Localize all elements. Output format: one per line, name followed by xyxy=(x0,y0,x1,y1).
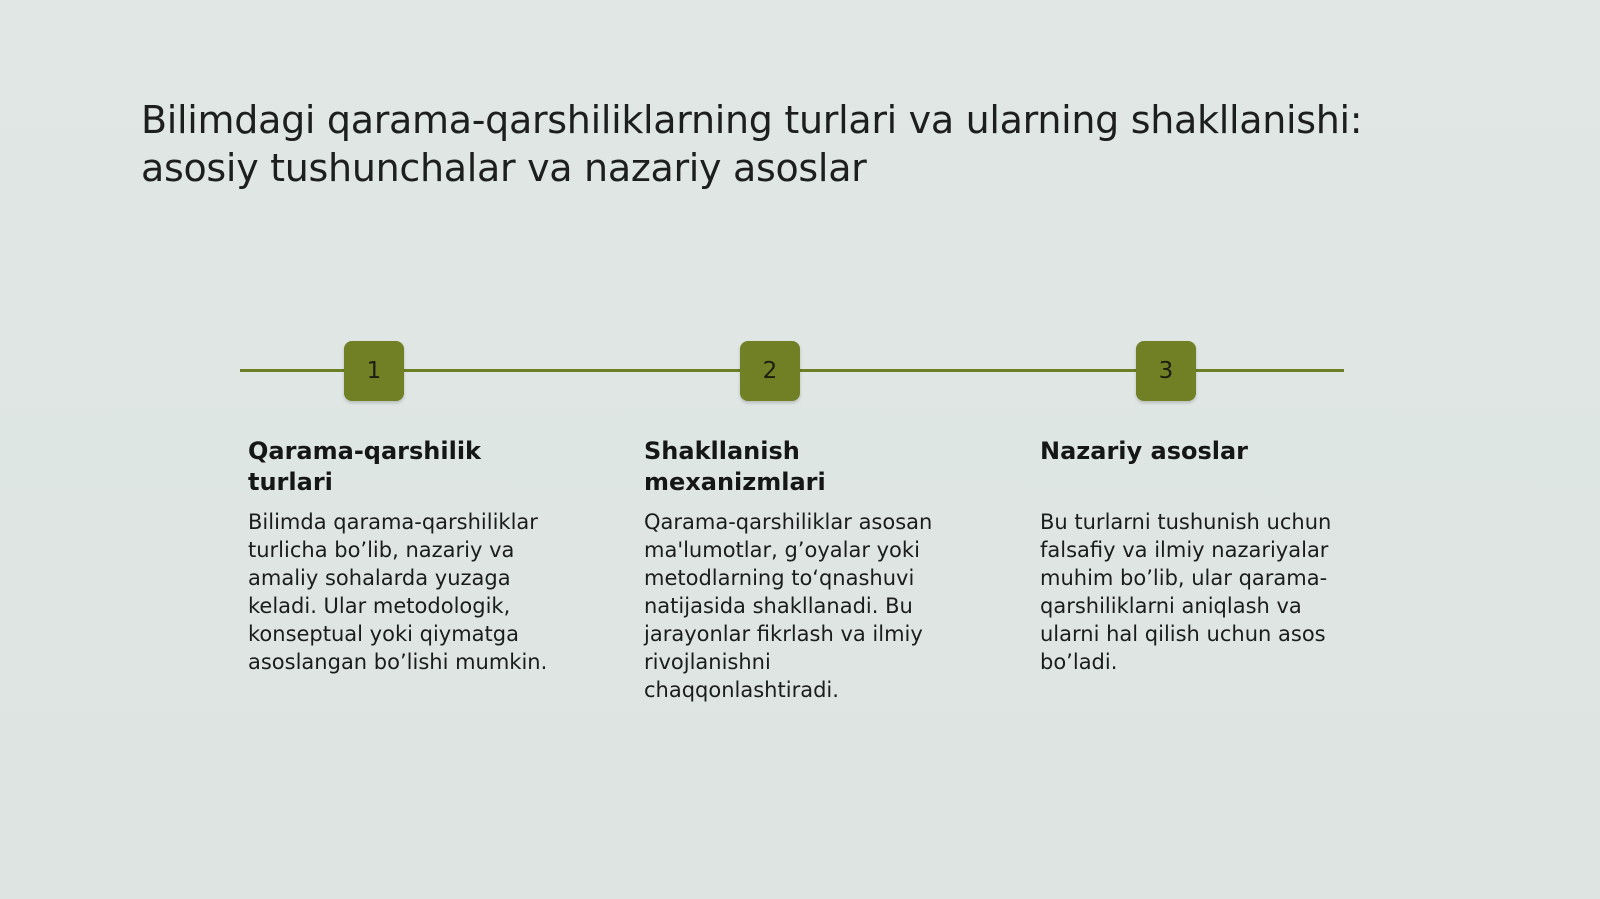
step-1-body: Bilimda qarama-qarshiliklar turlicha bo’lib, nazariy va amaliy sohalarda yuzaga keladi. Ular metodologik, konseptual yoki qiymatga asoslangan bo’lishi mumkin. xyxy=(248,510,548,674)
step-2-body: Qarama-qarshiliklar asosan ma'lumotlar, g’oyalar yoki metodlarning to‘qnashuvi natijasida shakllanadi. Bu jarayonlar fikrlash va ilmiy rivojlanishni chaqqonlashtiradi. xyxy=(644,510,933,702)
step-3-column xyxy=(1040,436,1360,676)
step-3-body: Bu turlarni tushunish uchun falsafiy va ilmiy nazariyalar muhim bo’lib, ular qarama-qarshiliklarni aniqlash va ularni hal qilish uchun asos bo’ladi. xyxy=(1040,510,1332,674)
step-3-heading: Nazariy asoslar xyxy=(1040,437,1249,465)
step-2-heading: Shakllanish mexanizmlari xyxy=(644,437,826,496)
step-1-heading: Qarama-qarshilik turlari xyxy=(248,437,482,496)
step-2-column xyxy=(644,436,964,704)
step-3-badge: 3 xyxy=(1136,341,1196,401)
step-1-badge: 1 xyxy=(344,341,404,401)
slide-title: Bilimdagi qarama-qarshiliklarning turlari va ularning shakllanishi: asosiy tushunchalar va nazariy asoslar xyxy=(141,98,1363,190)
step-1-column xyxy=(248,436,568,676)
step-2-badge: 2 xyxy=(740,341,800,401)
